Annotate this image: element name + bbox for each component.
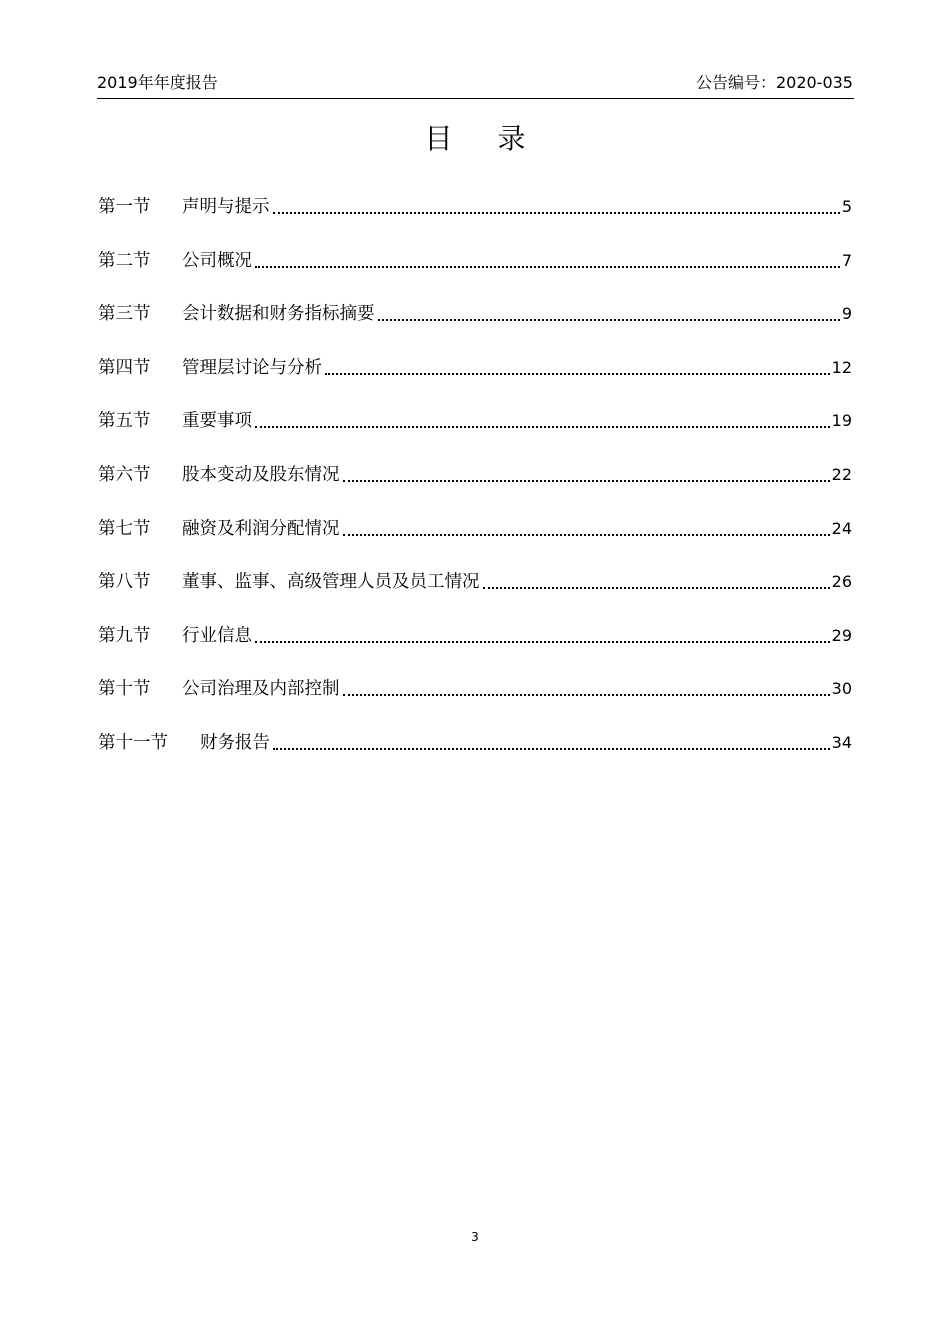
toc-entry[interactable] xyxy=(98,729,852,757)
dot-leader xyxy=(343,694,830,696)
toc-page-number: 34 xyxy=(831,732,852,752)
dot-leader xyxy=(255,426,830,428)
dot-leader xyxy=(325,373,830,375)
toc-page-number: 26 xyxy=(831,572,852,592)
toc-heading: 财务报告 xyxy=(200,732,270,753)
dot-leader xyxy=(255,641,830,643)
toc-entry[interactable] xyxy=(98,622,852,650)
toc-entry[interactable] xyxy=(98,300,852,328)
toc-section-number: 第二节 xyxy=(98,250,151,271)
page-number: 3 xyxy=(471,1230,479,1244)
toc-section-number: 第三节 xyxy=(98,304,151,325)
toc-section-number: 第七节 xyxy=(98,518,151,539)
dot-leader xyxy=(273,748,830,750)
dot-leader xyxy=(378,319,840,321)
toc-title: 目 录 xyxy=(424,122,544,155)
toc-page-number: 5 xyxy=(841,197,852,216)
dot-leader xyxy=(255,266,840,268)
toc-entry[interactable] xyxy=(98,675,852,703)
toc-section-number: 第十节 xyxy=(98,679,151,700)
dot-leader xyxy=(343,534,830,536)
toc-page-number: 24 xyxy=(831,518,852,538)
toc-entry[interactable] xyxy=(98,193,852,221)
toc-entry[interactable] xyxy=(98,247,852,275)
toc-entry[interactable] xyxy=(98,407,852,435)
toc-heading: 重要事项 xyxy=(182,411,252,432)
toc-entry[interactable] xyxy=(98,515,852,543)
toc-section-number: 第六节 xyxy=(98,464,151,485)
toc-heading: 会计数据和财务指标摘要 xyxy=(182,304,375,325)
toc-page-number: 12 xyxy=(831,357,852,377)
toc-entry[interactable] xyxy=(98,461,852,489)
dot-leader xyxy=(483,587,830,589)
toc-section-number: 第四节 xyxy=(98,357,151,378)
toc-section-number: 第五节 xyxy=(98,411,151,432)
toc-heading: 行业信息 xyxy=(182,625,252,646)
toc-heading: 管理层讨论与分析 xyxy=(182,357,322,378)
toc-heading: 公司概况 xyxy=(182,250,252,271)
toc-page-number: 7 xyxy=(841,250,852,270)
toc-heading: 公司治理及内部控制 xyxy=(182,679,340,700)
toc-section-number: 第一节 xyxy=(98,197,151,217)
toc-heading: 声明与提示 xyxy=(182,197,270,217)
dot-leader xyxy=(343,480,830,482)
report-title: 2019年年度报告 xyxy=(97,73,218,92)
toc-page-number: 9 xyxy=(841,304,852,324)
toc-heading: 股本变动及股东情况 xyxy=(182,464,340,485)
table-of-contents xyxy=(98,193,852,783)
toc-entry[interactable] xyxy=(98,568,852,596)
toc-section-number: 第八节 xyxy=(98,572,151,593)
page-header xyxy=(97,72,853,94)
toc-heading: 融资及利润分配情况 xyxy=(182,518,340,539)
toc-section-number: 第九节 xyxy=(98,625,151,646)
toc-page-number: 22 xyxy=(831,464,852,484)
announcement-number: 公告编号：2020-035 xyxy=(695,73,853,92)
header-divider xyxy=(97,98,854,99)
dot-leader xyxy=(273,212,840,214)
toc-section-number: 第十一节 xyxy=(98,732,168,753)
toc-page-number: 30 xyxy=(831,679,852,699)
toc-page-number: 29 xyxy=(831,625,852,645)
toc-entry[interactable] xyxy=(98,354,852,382)
toc-heading: 董事、监事、高级管理人员及员工情况 xyxy=(182,572,480,593)
toc-page-number: 19 xyxy=(831,411,852,431)
